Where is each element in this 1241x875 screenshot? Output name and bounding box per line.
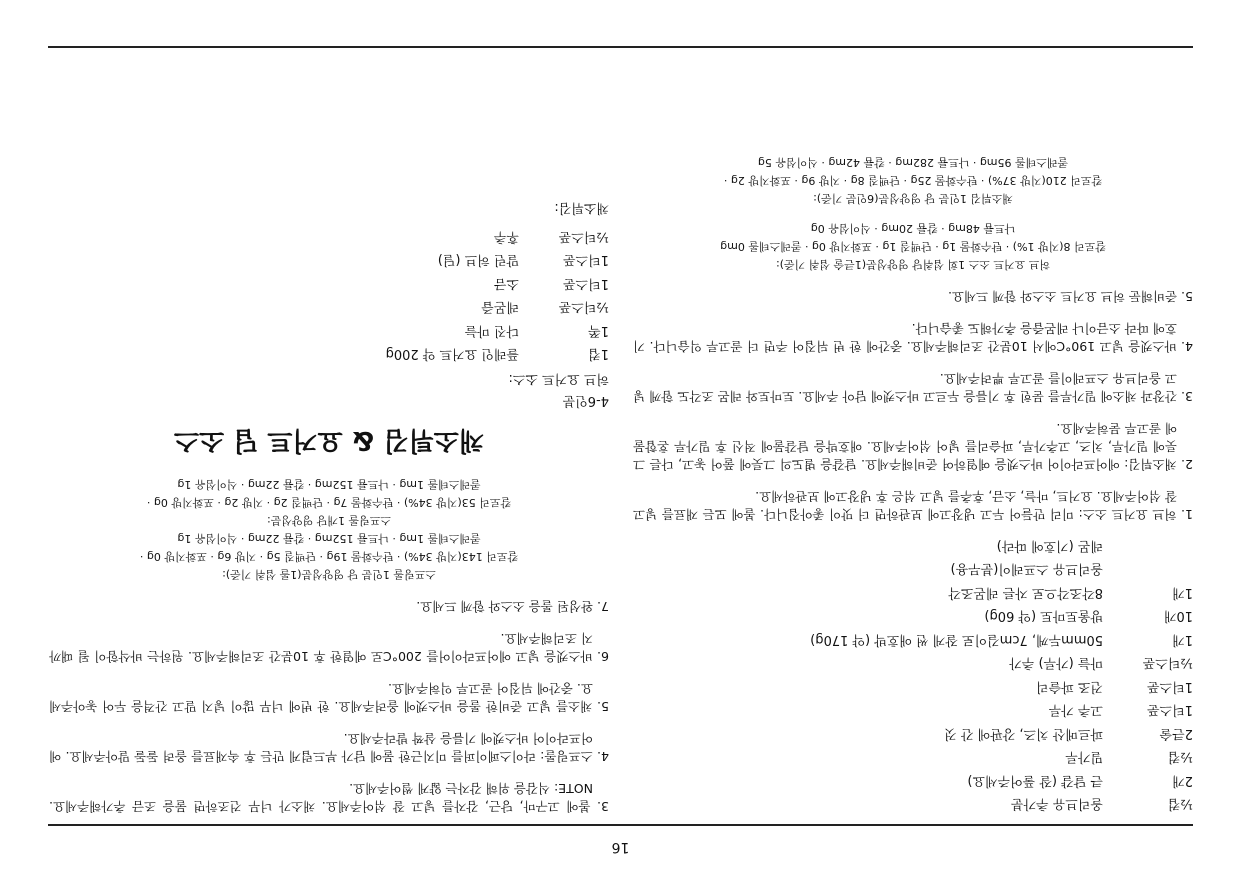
nutrition-subtitle: 스프링롤 1개당 영양성분: (267, 514, 391, 527)
ingredient-row (633, 721, 1193, 745)
ingredient-row (633, 604, 1193, 628)
ingredient-amount: 1개 (1172, 631, 1193, 647)
ingredient-item: 마늘 (가루) 추가 (1009, 655, 1103, 671)
ingredient-amount: 1개 (1172, 584, 1193, 600)
recipe-step: 2. 채소튀김: 에어프라이어 바스켓을 예열하여 준비해주세요. 달걀을 별도의 그릇에 풀어 놓고, 다른 그릇에 밀가루, 치즈, 고추가루, 파슬리를 넣어 섞어주세요. 애호박을 달걀물에 적신 후 밀가루 혼합물에 골고루 묻혀주세요. (633, 421, 1193, 472)
sauce-ingredient-row (49, 342, 609, 366)
ingredient-row (633, 745, 1193, 769)
nutrition-veg (633, 153, 1193, 207)
ingredient-item: 큰 달걀 (잘 풀어주세요) (967, 772, 1103, 788)
recipe-step: 4. 바스켓을 넣고 190°C에서 10분간 조리해주세요. 중간에 한 번 뒤집어 주면 더 골고루 익습니다. 기호에 따라 소금이나 레몬즙을 추가해도 좋습니다. (633, 321, 1193, 354)
recipe-step: 5. 준비해둔 허브 요거트 소스와 함께 드세요. (947, 289, 1193, 304)
ingredient-amount: 2큰술 (1159, 725, 1193, 741)
footer-rule (48, 46, 1193, 48)
nutrition-line: 콜레스테롤 95mg · 나트륨 282mg · 칼륨 42mg · 식이섬유 5g (757, 156, 1069, 169)
nutrition-title: 허브 요거트 소스 1회 섭취당 영양성분(1큰술 섭취 기준): (776, 258, 1050, 271)
ingredient-item: 후추 (493, 228, 519, 244)
ingredient-row (633, 533, 1193, 557)
ingredient-amount: ½컵 (1167, 796, 1193, 812)
nutrition-line: 콜레스테롤 1mg · 나트륨 152mg · 칼륨 22mg · 식이섬유 1g (177, 532, 481, 545)
recipe-step: 1. 허브 요거트 소스: 미리 만들어 두고 냉장고에 보관하면 더 맛이 좋아집니다. 볼에 모든 재료를 넣고 잘 섞어주세요. 요거트, 마늘, 소금, 후추를 넣고 섞은 후 냉장고에 보관하세요. (633, 489, 1193, 522)
ingredient-amount: 1쪽 (588, 322, 609, 338)
nutrition-line: 칼로리 8(지방 1%) · 탄수화물 1g · 단백질 1g · 포화지방 0g · 콜레스테롤 0mg (720, 240, 1106, 253)
ingredient-amount: ½컵 (1167, 749, 1193, 765)
sauce-ingredient-row (49, 295, 609, 319)
nutrition-line: 칼로리 143(지방 34%) · 탄수화물 19g · 단백질 5g · 지방 6g · 포화지방 0g · (139, 550, 519, 563)
ingredient-row (633, 651, 1193, 675)
recipe-step: 5. 채소를 넣고 준비한 롤을 바스켓에 올려주세요. 한 번에 너무 많이 넣지 말고 간격을 두어 놓아주세요. 중간에 뒤집어 골고루 익혀주세요. (49, 681, 609, 714)
recipe-step: 4. 스프링롤: 라이스페이퍼를 미지근한 물에 담가 부드럽게 만든 후 속재료를 올려 돌돌 말아주세요. 에어프라이어 바스켓에 기름을 살짝 발라주세요. (49, 731, 609, 764)
ingredient-row (633, 580, 1193, 604)
ingredient-row (633, 627, 1193, 651)
ingredient-item: 올리브유 추가분 (1010, 796, 1103, 812)
recipe-step: 6. 바스켓을 넣고 에어프라이어를 200°C로 예열한 후 10분간 조리해주세요. 원하는 바삭함이 될 때까지 조리해주세요. (49, 631, 609, 664)
nutrition-line: 칼로리 53(지방 34%) · 탄수화물 7g · 단백질 2g · 지방 2g · 포화지방 0g · (146, 496, 512, 509)
ingredient-row (633, 557, 1193, 581)
header-rule (48, 824, 1193, 826)
ingredient-amount: 1티스푼 (1147, 702, 1193, 718)
ingredient-item: 다진 마늘 (464, 322, 519, 338)
recipe-step: 3. 볼에 고구마, 당근, 감자를 넣고 잘 섞어주세요. 채소가 너무 건조하면 물을 조금 추가해주세요. NOTE: 식감을 위해 감자는 얇게 썰어주세요. (49, 781, 609, 814)
left-column (633, 153, 1193, 815)
ingredient-item: 레몬 (기호에 따라) (996, 537, 1103, 553)
sauce-ingredient-row (49, 271, 609, 295)
nutrition-title: 채소튀김 1인분 당 영양성분(6인분 기준): (813, 192, 1013, 205)
ingredient-item: 방울토마토 (약 60g) (984, 608, 1103, 624)
recipe-step: 3. 간장과 채소에 밀가루를 묻힌 후 기름을 두르고 바스켓에 담아 주세요. 토마토와 레몬 조각도 함께 넣고 올리브유 스프레이를 골고루 뿌려주세요. (633, 371, 1193, 404)
ingredient-amount: 1티스푼 (563, 275, 609, 291)
ingredient-amount: ½티스푼 (1142, 655, 1193, 671)
recipe-title: 채소튀김 & 요거트 딥 소스 (173, 425, 485, 455)
ingredient-row (633, 698, 1193, 722)
nutrition-title: 스프링롤 1인분 당 영양성분(1롤 섭취 기준): (222, 568, 436, 581)
ingredient-item: 건조 파슬리 (1036, 678, 1103, 694)
sauce-ingredient-row (49, 248, 609, 272)
ingredient-item: 레몬즙 (481, 299, 519, 315)
ingredient-item: 플레인 요거트 약 200g (385, 346, 519, 362)
nutrition-line: 콜레스테롤 1mg · 나트륨 152mg · 칼륨 22mg · 식이섬유 1g (177, 478, 481, 491)
ingredient-item: 밀가루 (1065, 749, 1103, 765)
ingredient-row (633, 674, 1193, 698)
sauce-label: 허브 요거트 소스: (508, 371, 609, 386)
ingredient-item: 파르메산 치즈, 강판에 간 것 (944, 725, 1103, 741)
nutrition-line: 나트륨 48mg · 칼륨 20mg · 식이섬유 0g (810, 222, 1016, 235)
ingredient-item: 50mm두께, 7cm길이로 잘게 썬 애호박 (약 170g) (810, 631, 1103, 647)
ingredient-amount: 10개 (1163, 608, 1193, 624)
ingredient-amount: ½티스푼 (558, 299, 609, 315)
page-number: 16 (611, 839, 630, 855)
sauce-ingredient-row (49, 224, 609, 248)
nutrition-roll (49, 475, 609, 583)
veg-label: 채소튀김: (554, 200, 609, 215)
ingredient-item: 올리브유 스프레이(분무용) (950, 561, 1103, 577)
recipe-step: 7. 완성된 롤을 소스와 함께 드세요. (416, 599, 609, 614)
ingredient-item: 고추 가루 (1048, 702, 1103, 718)
ingredient-row-header (633, 792, 1193, 816)
ingredient-amount: ½티스푼 (558, 228, 609, 244)
nutrition-sauce (633, 219, 1193, 273)
ingredient-item: 말린 허브 (딜) (437, 252, 519, 268)
ingredient-amount: 1컵 (588, 346, 609, 362)
ingredient-item: 8각조각으로 자른 레몬조각 (948, 584, 1103, 600)
ingredient-item: 소금 (493, 275, 519, 291)
sauce-ingredient-row (49, 318, 609, 342)
ingredient-amount: 1티스푼 (1147, 678, 1193, 694)
ingredient-amount: 1티스푼 (563, 252, 609, 268)
ingredient-row (633, 768, 1193, 792)
right-column (49, 194, 609, 815)
servings: 4-6인분 (562, 393, 609, 408)
nutrition-line: 칼로리 210(지방 37%) · 탄수화물 25g · 단백질 8g · 지방 9g · 포화지방 2g · (723, 174, 1103, 187)
ingredient-amount: 2개 (1172, 772, 1193, 788)
